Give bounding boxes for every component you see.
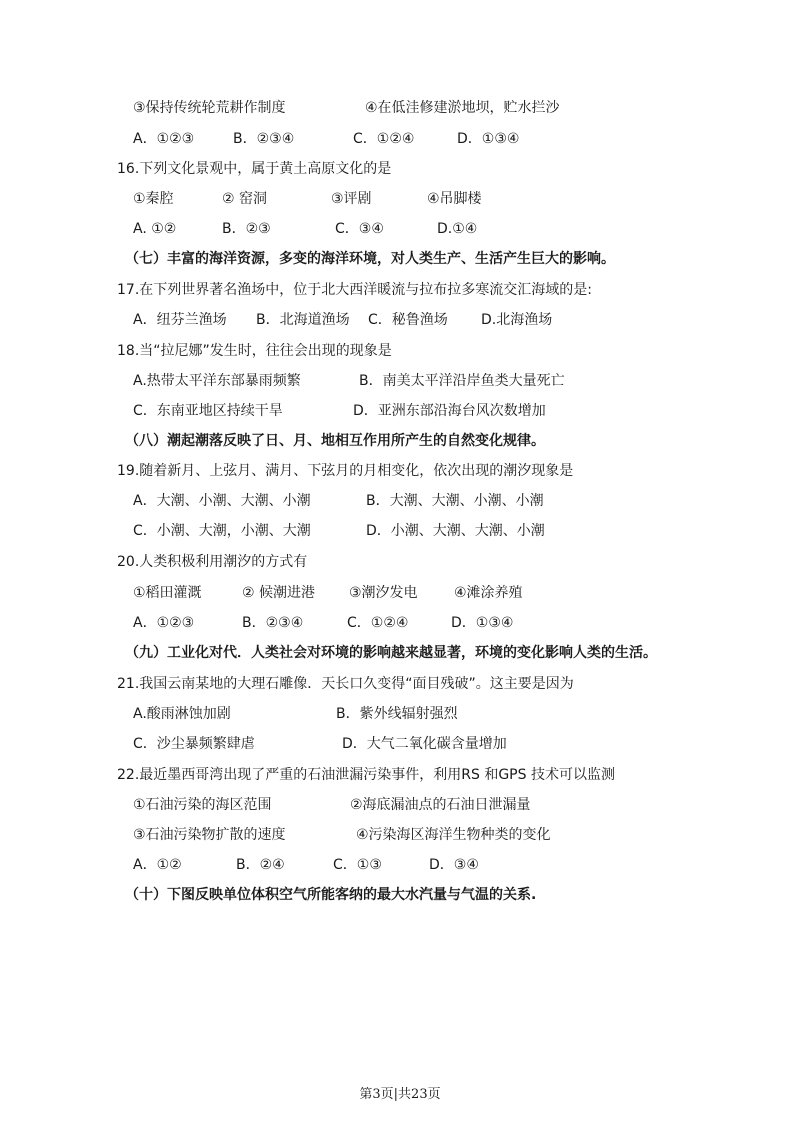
item-2: ② 窑洞 bbox=[222, 191, 268, 207]
choice-b: B．②③④ bbox=[233, 131, 295, 147]
section-heading-10: （十）下图反映单位体积空气所能客纳的最大水汽量与气温的关系. bbox=[125, 887, 537, 903]
choice-c: C．①③ bbox=[333, 857, 382, 873]
page-number: 第3页|共23页 bbox=[359, 1087, 441, 1102]
item-1: ①秦腔 bbox=[133, 191, 174, 207]
choice-d: D．亚洲东部沿海台风次数增加 bbox=[353, 403, 546, 419]
choice-b: B．②④ bbox=[236, 857, 285, 873]
item-2: ② 候潮进港 bbox=[242, 585, 316, 601]
question-21: 21.我国云南某地的大理石雕像．天长口久变得“面目残破”。这主要是因为 bbox=[117, 676, 574, 692]
choice-a: A.热带太平洋东部暴雨频繁 bbox=[133, 373, 301, 389]
choice-c: C．①②④ bbox=[353, 131, 415, 147]
choice-d: D．③④ bbox=[429, 857, 479, 873]
question-18: 18.当“拉尼娜”发生时，往往会出现的现象是 bbox=[117, 343, 392, 359]
choice-a: A．大潮、小潮、大潮、小潮 bbox=[133, 493, 311, 509]
choice-c: C．③④ bbox=[335, 221, 384, 237]
choice-b: B．紫外线辐射强烈 bbox=[336, 706, 458, 722]
choice-d: D．①③④ bbox=[457, 131, 520, 147]
choice-a: A．纽芬兰渔场 bbox=[133, 312, 227, 328]
item-3: ③石油污染物扩散的速度 bbox=[133, 827, 286, 843]
item-2: ②海底漏油点的石油日泄漏量 bbox=[350, 797, 531, 813]
item-4: ④滩涂养殖 bbox=[454, 585, 523, 601]
question-19: 19.随着新月、上弦月、满月、下弦月的月相变化，依次出现的潮汐现象是 bbox=[117, 463, 574, 479]
item-4: ④污染海区海洋生物种类的变化 bbox=[356, 827, 551, 843]
choice-a: A．①②③ bbox=[133, 131, 195, 147]
item-3: ③潮汐发电 bbox=[349, 585, 418, 601]
choice-d: D．小潮、大潮、大潮、小潮 bbox=[366, 523, 545, 539]
choice-d: D．①③④ bbox=[451, 615, 514, 631]
choice-b: B．北海道渔场 bbox=[256, 312, 350, 328]
choice-c: C．东南亚地区持续干旱 bbox=[133, 403, 283, 419]
choice-a: A．①②③ bbox=[133, 615, 195, 631]
question-17: 17.在下列世界著名渔场中，位于北大西洋暖流与拉布拉多寒流交汇海域的是: bbox=[117, 282, 592, 298]
item-1: ①稻田灌溉 bbox=[133, 585, 202, 601]
item-4: ④吊脚楼 bbox=[427, 191, 482, 207]
choice-a: A．①② bbox=[133, 857, 182, 873]
question-16: 16.下列文化景观中，属于黄土高原文化的是 bbox=[117, 161, 392, 177]
choice-c: C．小潮、大潮，小潮、大潮 bbox=[133, 523, 311, 539]
choice-d: D.北海渔场 bbox=[481, 312, 553, 328]
choice-c: C．秘鲁渔场 bbox=[368, 312, 448, 328]
question-22: 22.最近墨西哥湾出现了严重的石油泄漏污染事件，利用RS 和GPS 技术可以监测 bbox=[117, 767, 615, 783]
question-20: 20.人类积极利用潮汐的方式有 bbox=[117, 554, 308, 570]
section-heading-9: （九）工业化对代．人类社会对环境的影响越来越显著，环境的变化影响人类的生活。 bbox=[125, 645, 657, 661]
choice-b: B．②③④ bbox=[242, 615, 304, 631]
choice-c: C．沙尘暴频繁肆虐 bbox=[133, 736, 255, 752]
item-1: ①石油污染的海区范围 bbox=[133, 797, 272, 813]
choice-d: D.①④ bbox=[437, 221, 478, 237]
section-heading-7: （七）丰富的海洋资源，多变的海洋环境，对人类生产、生活产生巨大的影响。 bbox=[125, 251, 615, 267]
section-heading-8: （八）潮起潮落反映了日、月、地相互作用所产生的自然变化规律。 bbox=[125, 433, 545, 449]
choice-b: B．大潮、大潮、小潮、小潮 bbox=[366, 493, 544, 509]
choice-b: B．南美太平洋沿岸鱼类大量死亡 bbox=[359, 373, 565, 389]
choice-a: A.酸雨淋蚀加剧 bbox=[133, 706, 231, 722]
option-line-3: ③保持传统轮荒耕作制度 bbox=[133, 100, 286, 116]
choice-c: C．①②④ bbox=[347, 615, 409, 631]
choice-a: A. ①② bbox=[133, 221, 177, 237]
choice-d: D．大气二氧化碳含量增加 bbox=[342, 736, 507, 752]
option-line-4: ④在低洼修建淤地坝，贮水拦沙 bbox=[365, 100, 560, 116]
choice-b: B．②③ bbox=[222, 221, 271, 237]
item-3: ③评剧 bbox=[331, 191, 372, 207]
